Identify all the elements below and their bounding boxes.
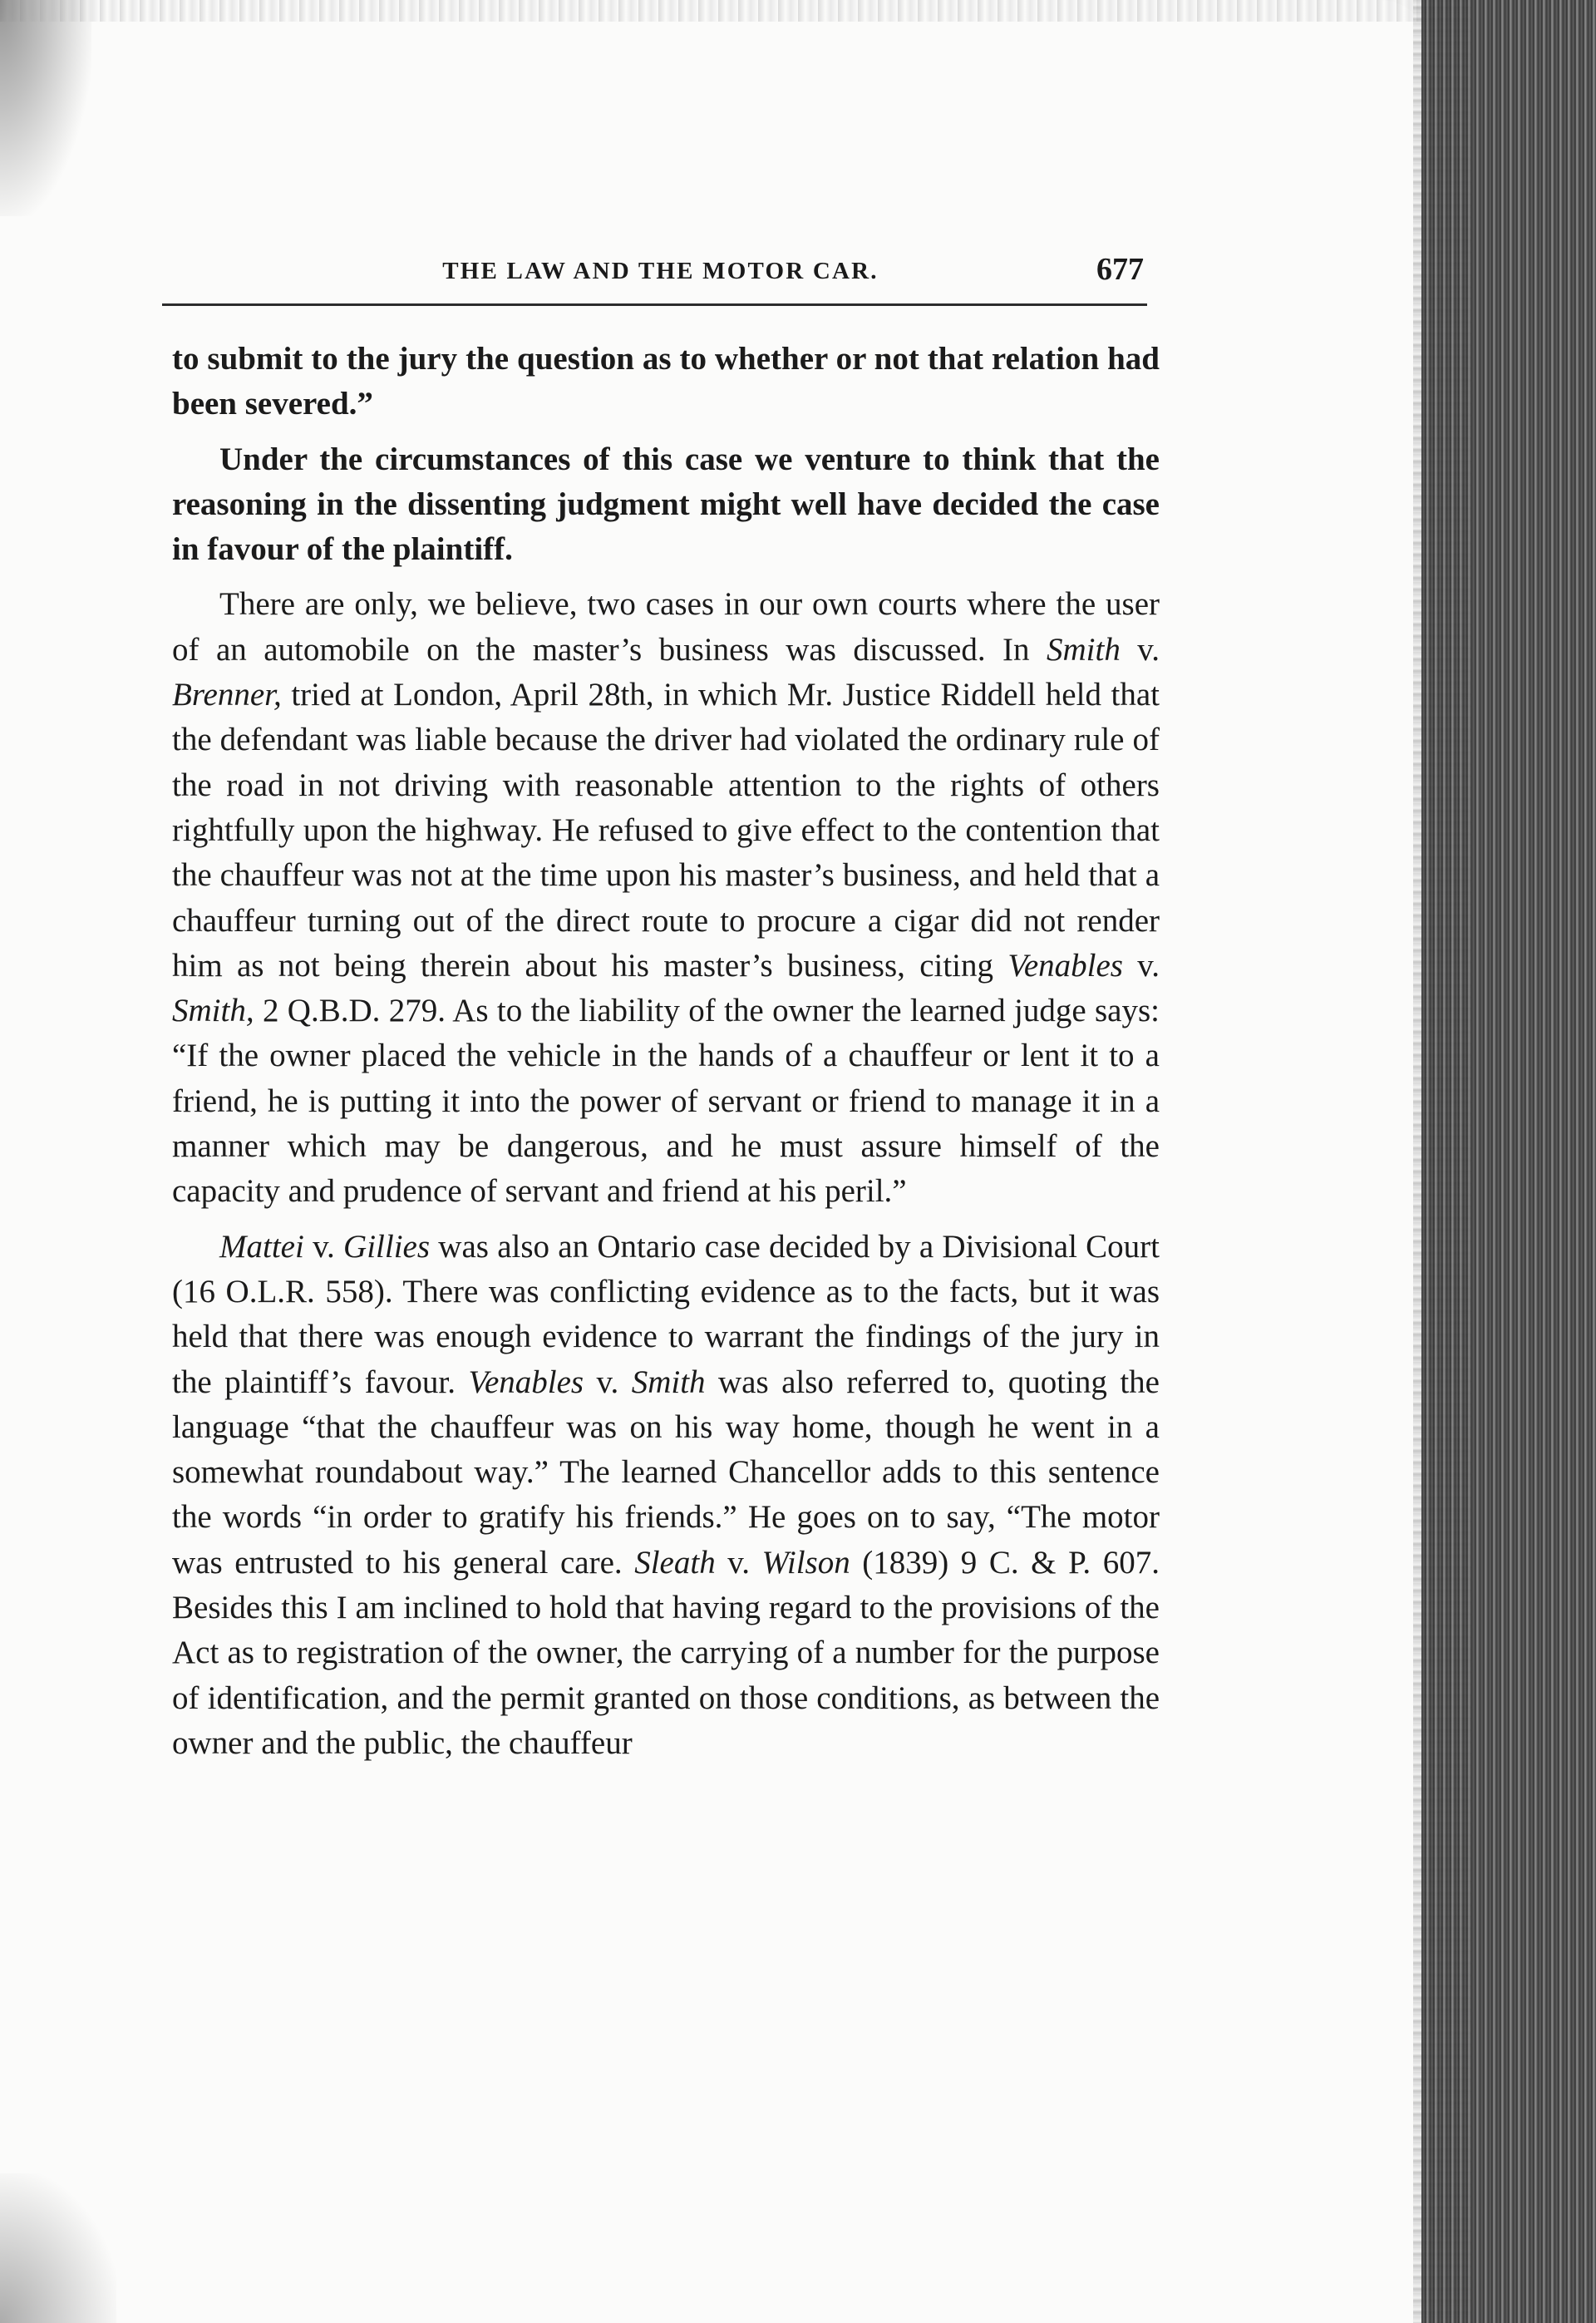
page-number: 677 <box>1096 252 1144 287</box>
scan-top-edge <box>0 0 1430 22</box>
text-run: to submit to the jury the question as to whether or not that relation had been severed.” <box>172 341 1160 422</box>
paragraph-p2 <box>172 437 1160 573</box>
text-run: v. <box>1120 631 1160 668</box>
text-run: Under the circumstances of this case we venture to think that the reasoning in the dissenting judgment might well have decided the case in favour of the plaintiff. <box>172 441 1160 568</box>
text-run: v. <box>303 1228 344 1265</box>
text-run: was also an Ontario case decided by a Divisional Court (16 O.L.R. 558). There was conflicting evidence as to the facts, but it was held that there was enough evidence to warrant the findings of the jury in the plaintiff’s favour. <box>172 1228 1160 1400</box>
scan-bottom-corner-shadow <box>0 2173 116 2323</box>
case-name: Venables <box>468 1364 584 1400</box>
text-run: There are only, we believe, two cases in our own courts where the user of an automobile on the master’s business was discussed. In <box>172 586 1160 668</box>
text-run: v. <box>1122 947 1160 984</box>
case-name: Smith <box>1046 631 1121 668</box>
case-name: Brenner, <box>172 677 282 713</box>
text-run: v. <box>584 1364 632 1400</box>
case-name: Sleath <box>634 1544 716 1581</box>
paragraph-p4 <box>172 1225 1160 1767</box>
text-run: 2 Q.B.D. 279. As to the liability of the owner the learned judge says: “If the owner placed the vehicle in the hands of a chauffeur or lent it to a friend, he is putting it into the power of servant or friend to manage it in a manner which may be dangerous, and he must assure himself of the capacity and prudence of servant and friend at his peril.” <box>172 993 1160 1210</box>
paragraph-p3 <box>172 582 1160 1214</box>
page-header <box>177 251 1144 301</box>
running-head: THE LAW AND THE MOTOR CAR. <box>442 258 879 284</box>
text-run: tried at London, April 28th, in which Mr. Justice Riddell held that the defendant was liable because the driver had violated the ordinary rule of the road in not driving with reasonable attention to the rights of others rightfully upon the highway. He refused to give effect to the contention that the chauffeur was not at the time upon his master’s business, and held that a chauffeur turning out of the direct route to procure a cigar did not render him as not being therein about his master’s business, citing <box>172 677 1160 984</box>
header-rule <box>162 303 1147 306</box>
text-run: (1839) 9 C. & P. 607. Besides this I am inclined to hold that having regard to the provisions of the Act as to registration of the owner, the carrying of a number for the purpose of identification, and the permit granted on those conditions, as between the owner and the public, the chauffeur <box>172 1544 1160 1761</box>
body-text <box>172 337 1160 1776</box>
book-binding <box>1421 0 1596 2323</box>
case-name: Gillies <box>343 1228 431 1265</box>
case-name: Smith, <box>172 993 254 1029</box>
paragraph-p1 <box>172 337 1160 427</box>
case-name: Wilson <box>761 1544 850 1581</box>
case-name: Venables <box>1007 947 1123 984</box>
scan-corner-shadow <box>0 0 91 216</box>
case-name: Mattei <box>219 1228 304 1265</box>
case-name: Smith <box>631 1364 706 1400</box>
text-run: was also referred to, quoting the language “that the chauffeur was on his way home, though he went in a somewhat roundabout way.” The learned Chancellor adds to this sentence the words “in order to gratify his friends.” He goes on to say, “The motor was entrusted to his general care. <box>172 1364 1160 1581</box>
text-run: v. <box>715 1544 762 1581</box>
